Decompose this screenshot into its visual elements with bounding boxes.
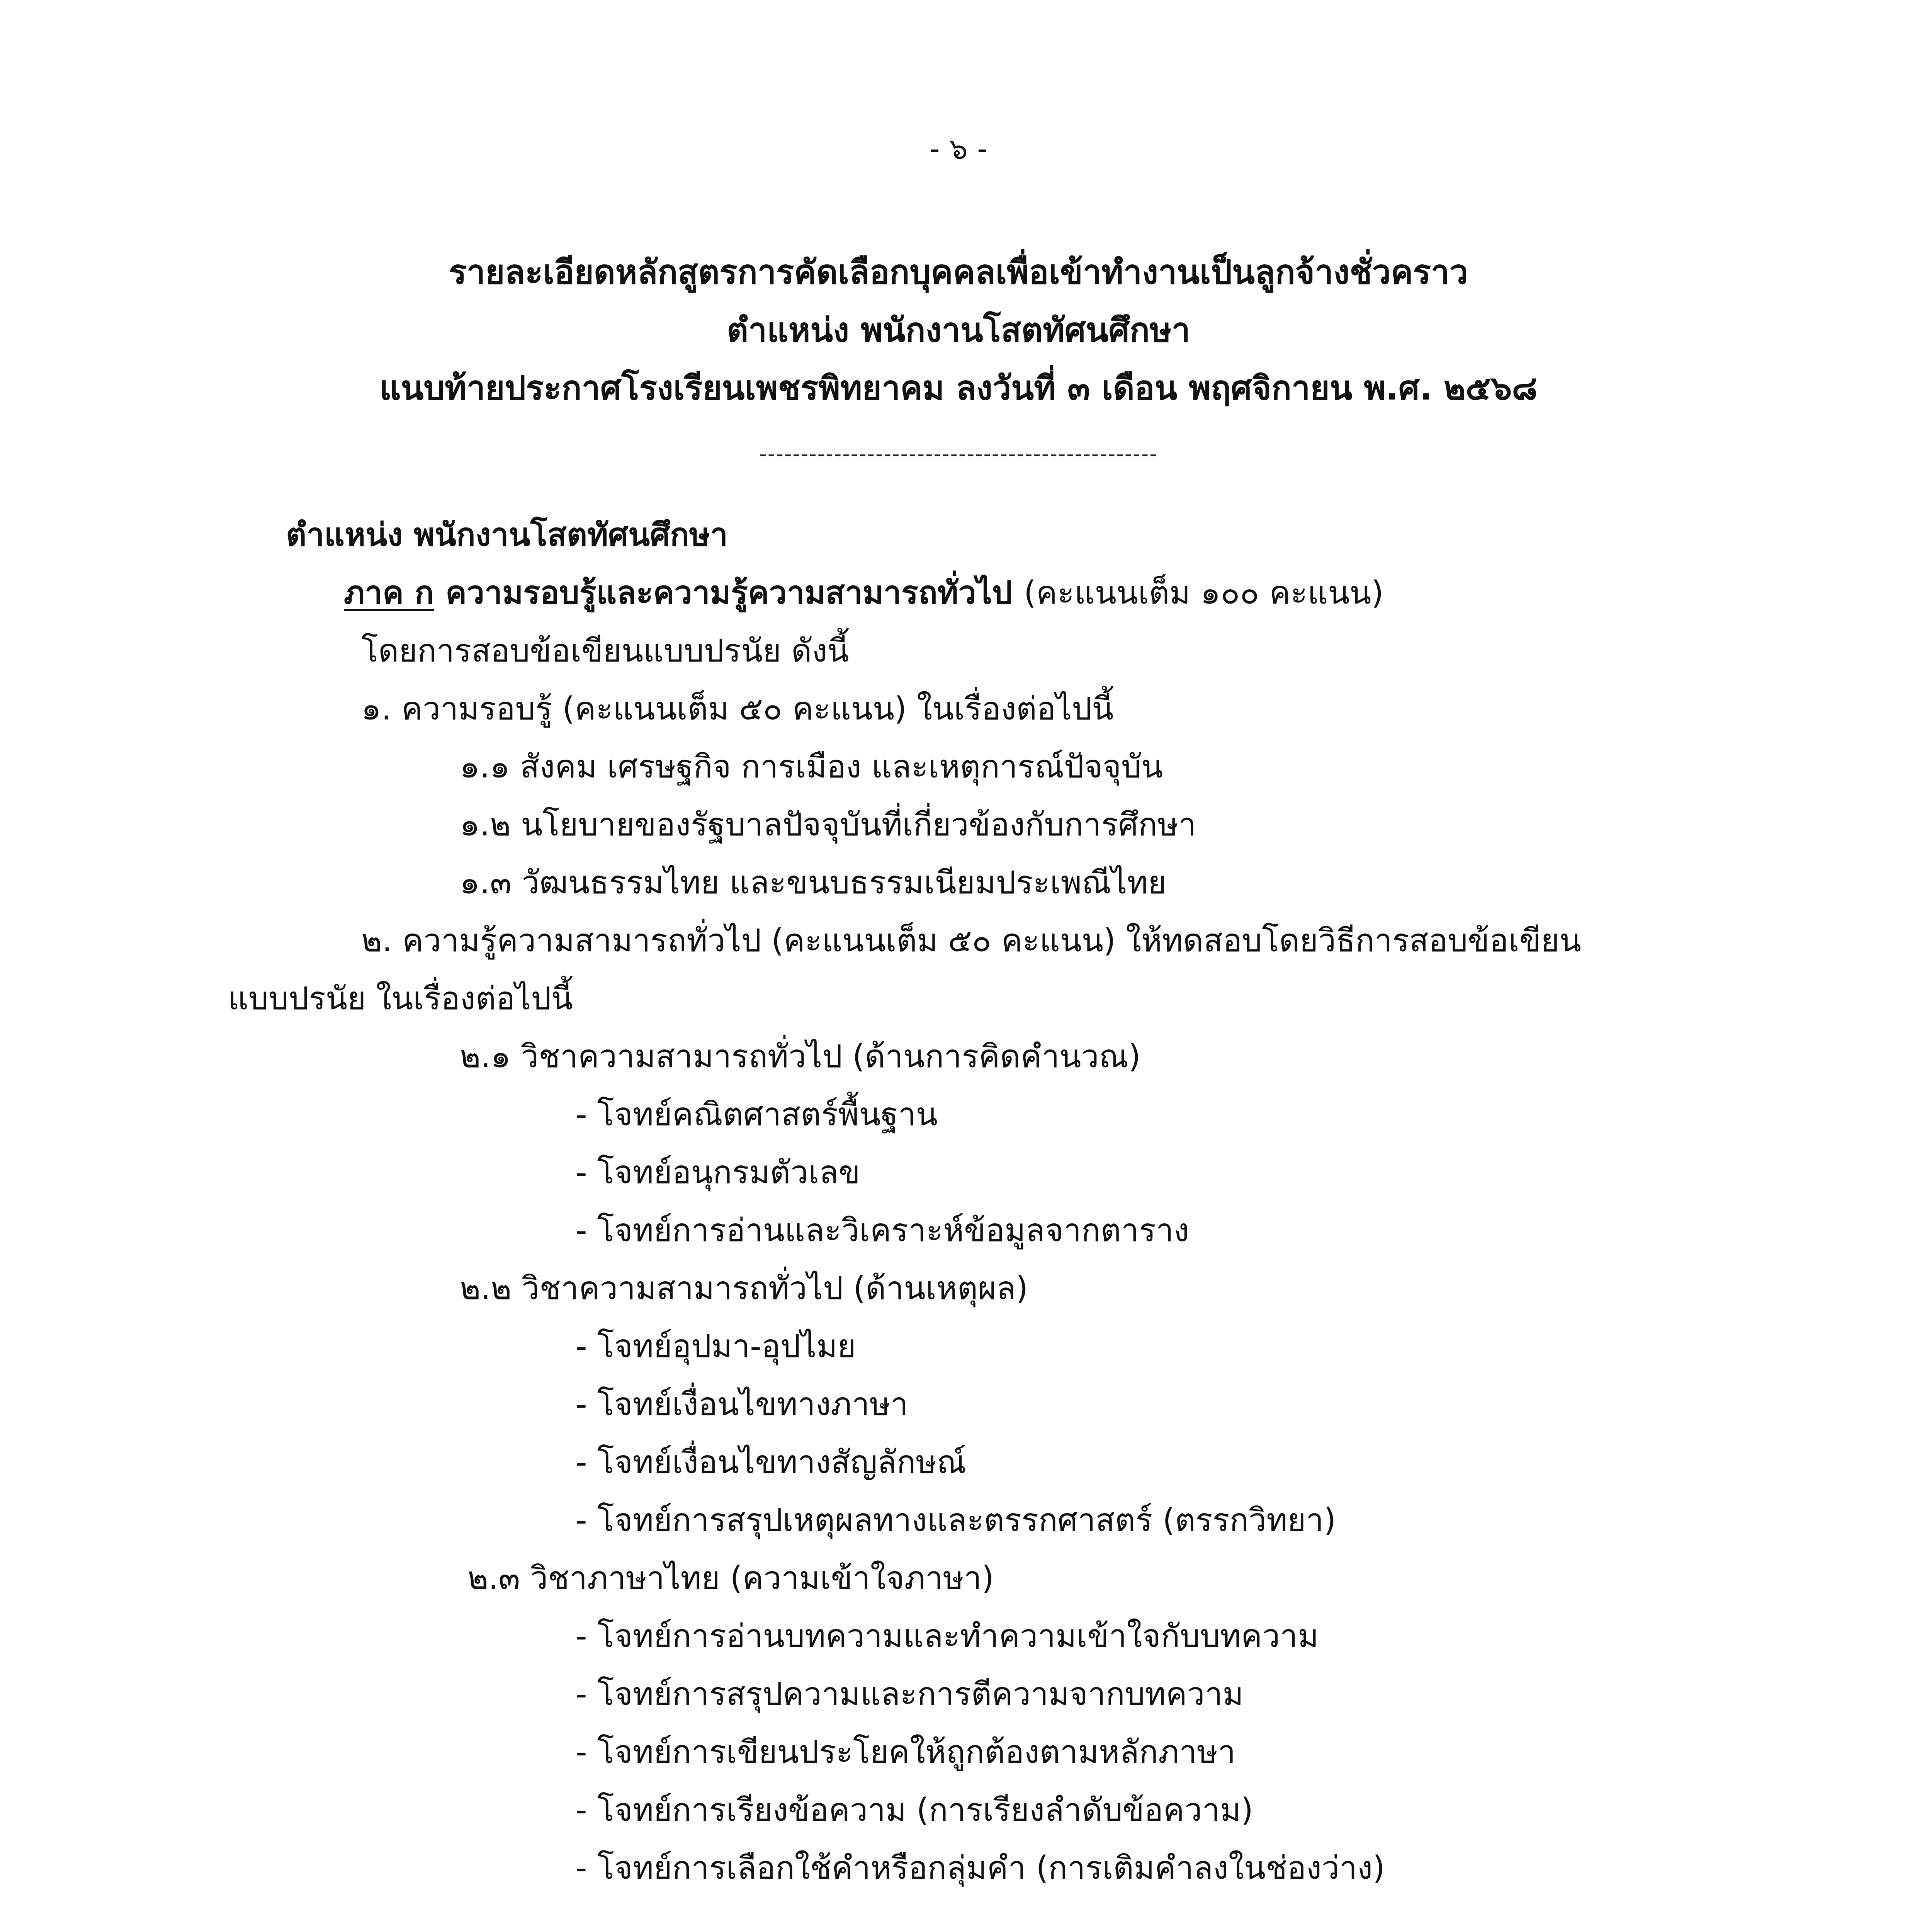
section-2-1-item: - โจทย์การอ่านและวิเคราะห์ข้อมูลจากตาราง	[576, 1212, 1189, 1249]
header-separator: ------------------------------------------------	[759, 442, 1158, 466]
section-2-3: ๒.๓ วิชาภาษาไทย (ความเข้าใจภาษา)	[467, 1560, 994, 1597]
section-1-3: ๑.๓ วัฒนธรรมไทย และขนบธรรมเนียมประเพณีไทย	[460, 864, 1167, 901]
section-2-3-item: - โจทย์การเขียนประโยคให้ถูกต้องตามหลักภาษา	[576, 1734, 1236, 1770]
section-2-line1: ๒. ความรู้ความสามารถทั่วไป (คะแนนเต็ม ๕๐ คะแนน) ให้ทดสอบโดยวิธีการสอบข้อเขียน	[361, 922, 1581, 959]
section-2-1: ๒.๑ วิชาความสามารถทั่วไป (ด้านการคิดคำนวณ)	[460, 1038, 1141, 1075]
section-2-3-item: - โจทย์การเลือกใช้คำหรือกลุ่มคำ (การเติมคำลงในช่องว่าง)	[576, 1850, 1385, 1886]
section-2-line2: แบบปรนัย ในเรื่องต่อไปนี้	[228, 980, 573, 1017]
header-title-line2: ตำแหน่ง พนักงานโสตทัศนศึกษา	[727, 311, 1190, 350]
position-heading: ตำแหน่ง พนักงานโสตทัศนศึกษา	[286, 517, 728, 553]
part-title: ความรอบรู้และความรู้ความสามารถทั่วไป	[445, 575, 1012, 611]
section-1-2: ๑.๒ นโยบายของรัฐบาลปัจจุบันที่เกี่ยวข้องกับการศึกษา	[460, 806, 1196, 843]
exam-method: โดยการสอบข้อเขียนแบบปรนัย ดังนี้	[361, 633, 849, 669]
section-2-1-item: - โจทย์อนุกรมตัวเลข	[576, 1154, 860, 1191]
section-2-2-item: - โจทย์เงื่อนไขทางภาษา	[576, 1386, 908, 1423]
section-2-3-item: - โจทย์การสรุปความและการตีความจากบทความ	[576, 1676, 1244, 1713]
section-2-2-item: - โจทย์การสรุปเหตุผลทางและตรรกศาสตร์ (ตรรกวิทยา)	[576, 1502, 1336, 1539]
part-heading	[344, 572, 1383, 614]
section-2-3-item: - โจทย์การอ่านบทความและทำความเข้าใจกับบทความ	[576, 1618, 1319, 1655]
section-2-2: ๒.๒ วิชาความสามารถทั่วไป (ด้านเหตุผล)	[460, 1270, 1028, 1307]
part-label: ภาค ก	[344, 575, 434, 611]
header-title-line1: รายละเอียดหลักสูตรการคัดเลือกบุคคลเพื่อเข้าทำงานเป็นลูกจ้างชั่วคราว	[449, 253, 1468, 292]
header-title-line3: แนบท้ายประกาศโรงเรียนเพชรพิทยาคม ลงวันที่ ๓ เดือน พฤศจิกายน พ.ศ. ๒๕๖๘	[379, 369, 1538, 408]
section-2-3-item: - โจทย์การเรียงข้อความ (การเรียงลำดับข้อความ)	[576, 1792, 1253, 1828]
section-2-2-item: - โจทย์เงื่อนไขทางสัญลักษณ์	[576, 1444, 966, 1481]
part-score: (คะแนนเต็ม ๑๐๐ คะแนน)	[1024, 575, 1384, 611]
page-number: - ๖ -	[929, 131, 988, 166]
section-2-2-item: - โจทย์อุปมา-อุปไมย	[576, 1328, 856, 1365]
section-1-1: ๑.๑ สังคม เศรษฐกิจ การเมือง และเหตุการณ์ปัจจุบัน	[460, 748, 1163, 785]
section-2-1-item: - โจทย์คณิตศาสตร์พื้นฐาน	[576, 1096, 938, 1133]
section-1: ๑. ความรอบรู้ (คะแนนเต็ม ๕๐ คะแนน) ในเรื่องต่อไปนี้	[361, 690, 1114, 727]
